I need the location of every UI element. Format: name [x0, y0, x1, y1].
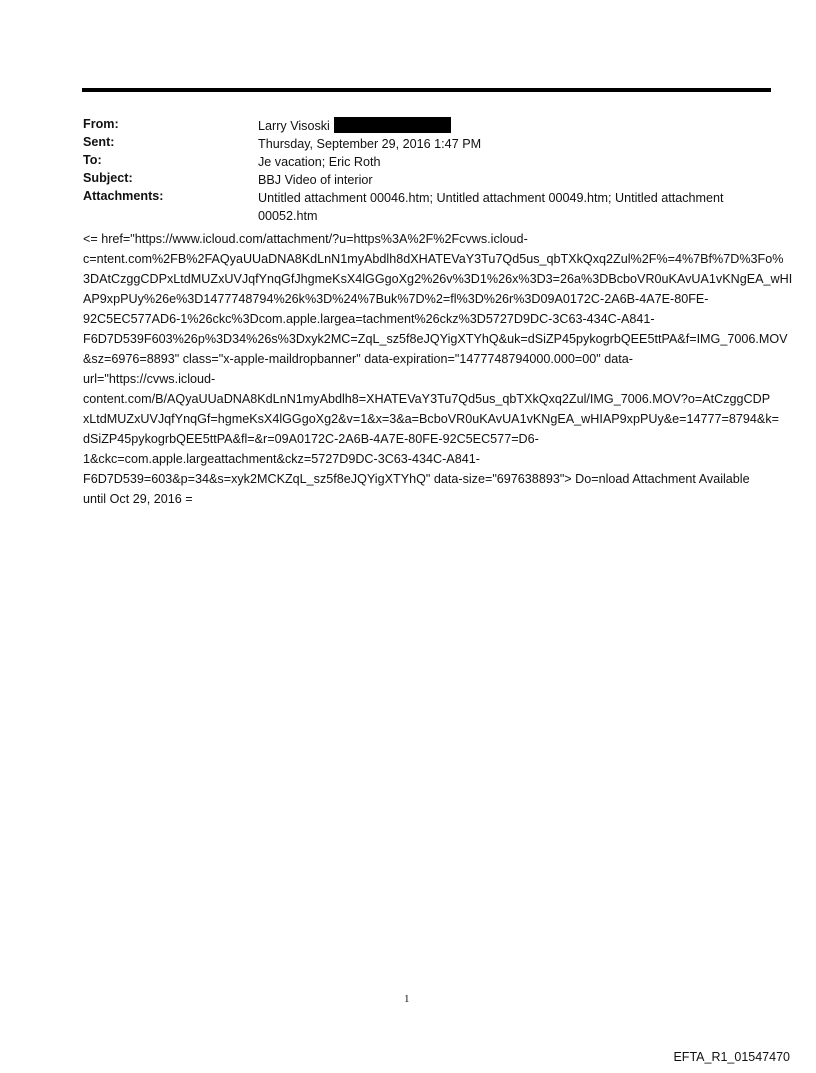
from-value	[258, 117, 768, 135]
body-line: dSiZP45pykogrbQEE5ttPA&fl=&r=09A0172C-2A6B-4A7E-80FE-92C5EC577=D6-	[83, 432, 539, 446]
sent-value: Thursday, September 29, 2016 1:47 PM	[258, 137, 482, 151]
body-line: F6D7D539=603&p=34&s=xyk2MCKZqL_sz5f8eJQYigXTYhQ" data-size="697638893"> Do=nload Attachment Available	[83, 472, 750, 486]
document-id-footer: EFTA_R1_01547470	[673, 1050, 790, 1064]
from-label: From:	[83, 117, 119, 131]
body-line: <= href="https://www.icloud.com/attachment/?u=https%3A%2F%2Fcvws.icloud-	[83, 232, 528, 246]
body-line: &sz=6976=8893" class="x-apple-maildropbanner" data-expiration="1477748794000.000=00" data-	[83, 352, 633, 366]
to-value: Je vacation; Eric Roth	[258, 155, 381, 169]
sent-label: Sent:	[83, 135, 115, 149]
body-line: AP9xpPUy%26e%3D1477748794%26k%3D%24%7Buk%7D%2=fl%3D%26r%3D09A0172C-2A6B-4A7E-80FE-	[83, 292, 709, 306]
body-line: c=ntent.com%2FB%2FAQyaUUaDNA8KdLnN1myAbdlh8dXHATEVaY3Tu7Qd5us_qbTXkQxq2Zul%2F%=4%7Bf%7D%3Fo%	[83, 252, 784, 266]
body-line: 1&ckc=com.apple.largeattachment&ckz=5727D9DC-3C63-434C-A841-	[83, 452, 480, 466]
body-line: 92C5EC577AD6-1%26ckc%3Dcom.apple.largea=tachment%26ckz%3D5727D9DC-3C63-434C-A841-	[83, 312, 655, 326]
subject-label: Subject:	[83, 171, 133, 185]
body-line: 3DAtCzggCDPxLtdMUZxUVJqfYnqGfJhgmeKsX4lGGgoXg2%26v%3D1%26x%3D3=26a%3DBcboVR0uKAvUA1vKNgEA_wHI	[83, 272, 793, 286]
body-line: F6D7D539F603%26p%3D34%26s%3Dxyk2MC=ZqL_sz5f8eJQYigXTYhQ&uk=dSiZP45pykogrbQEE5ttPA&f=IMG_7006.MOV	[83, 332, 788, 346]
page-number: 1	[404, 993, 410, 1005]
body-line: content.com/B/AQyaUUaDNA8KdLnN1myAbdlh8=XHATEVaY3Tu7Qd5us_qbTXkQxq2Zul/IMG_7006.MOV?o=AtCzggCDP	[83, 392, 771, 406]
email-body	[83, 229, 793, 509]
to-label: To:	[83, 153, 102, 167]
subject-value: BBJ Video of interior	[258, 173, 373, 187]
body-line: xLtdMUZxUVJqfYnqGf=hgmeKsX4lGGgoXg2&v=1&x=3&a=BcboVR0uKAvUA1vKNgEA_wHIAP9xpPUy&e=14777=8794&k=	[83, 412, 779, 426]
attachments-value: Untitled attachment 00046.htm; Untitled attachment 00049.htm; Untitled attachment 00052.htm	[258, 191, 724, 223]
from-name: Larry Visoski	[258, 119, 330, 133]
redaction-box	[334, 117, 451, 133]
body-line: until Oct 29, 2016 =	[83, 492, 193, 506]
header-rule	[82, 88, 771, 92]
attachments-label: Attachments:	[83, 189, 164, 203]
body-line: url="https://cvws.icloud-	[83, 372, 216, 386]
